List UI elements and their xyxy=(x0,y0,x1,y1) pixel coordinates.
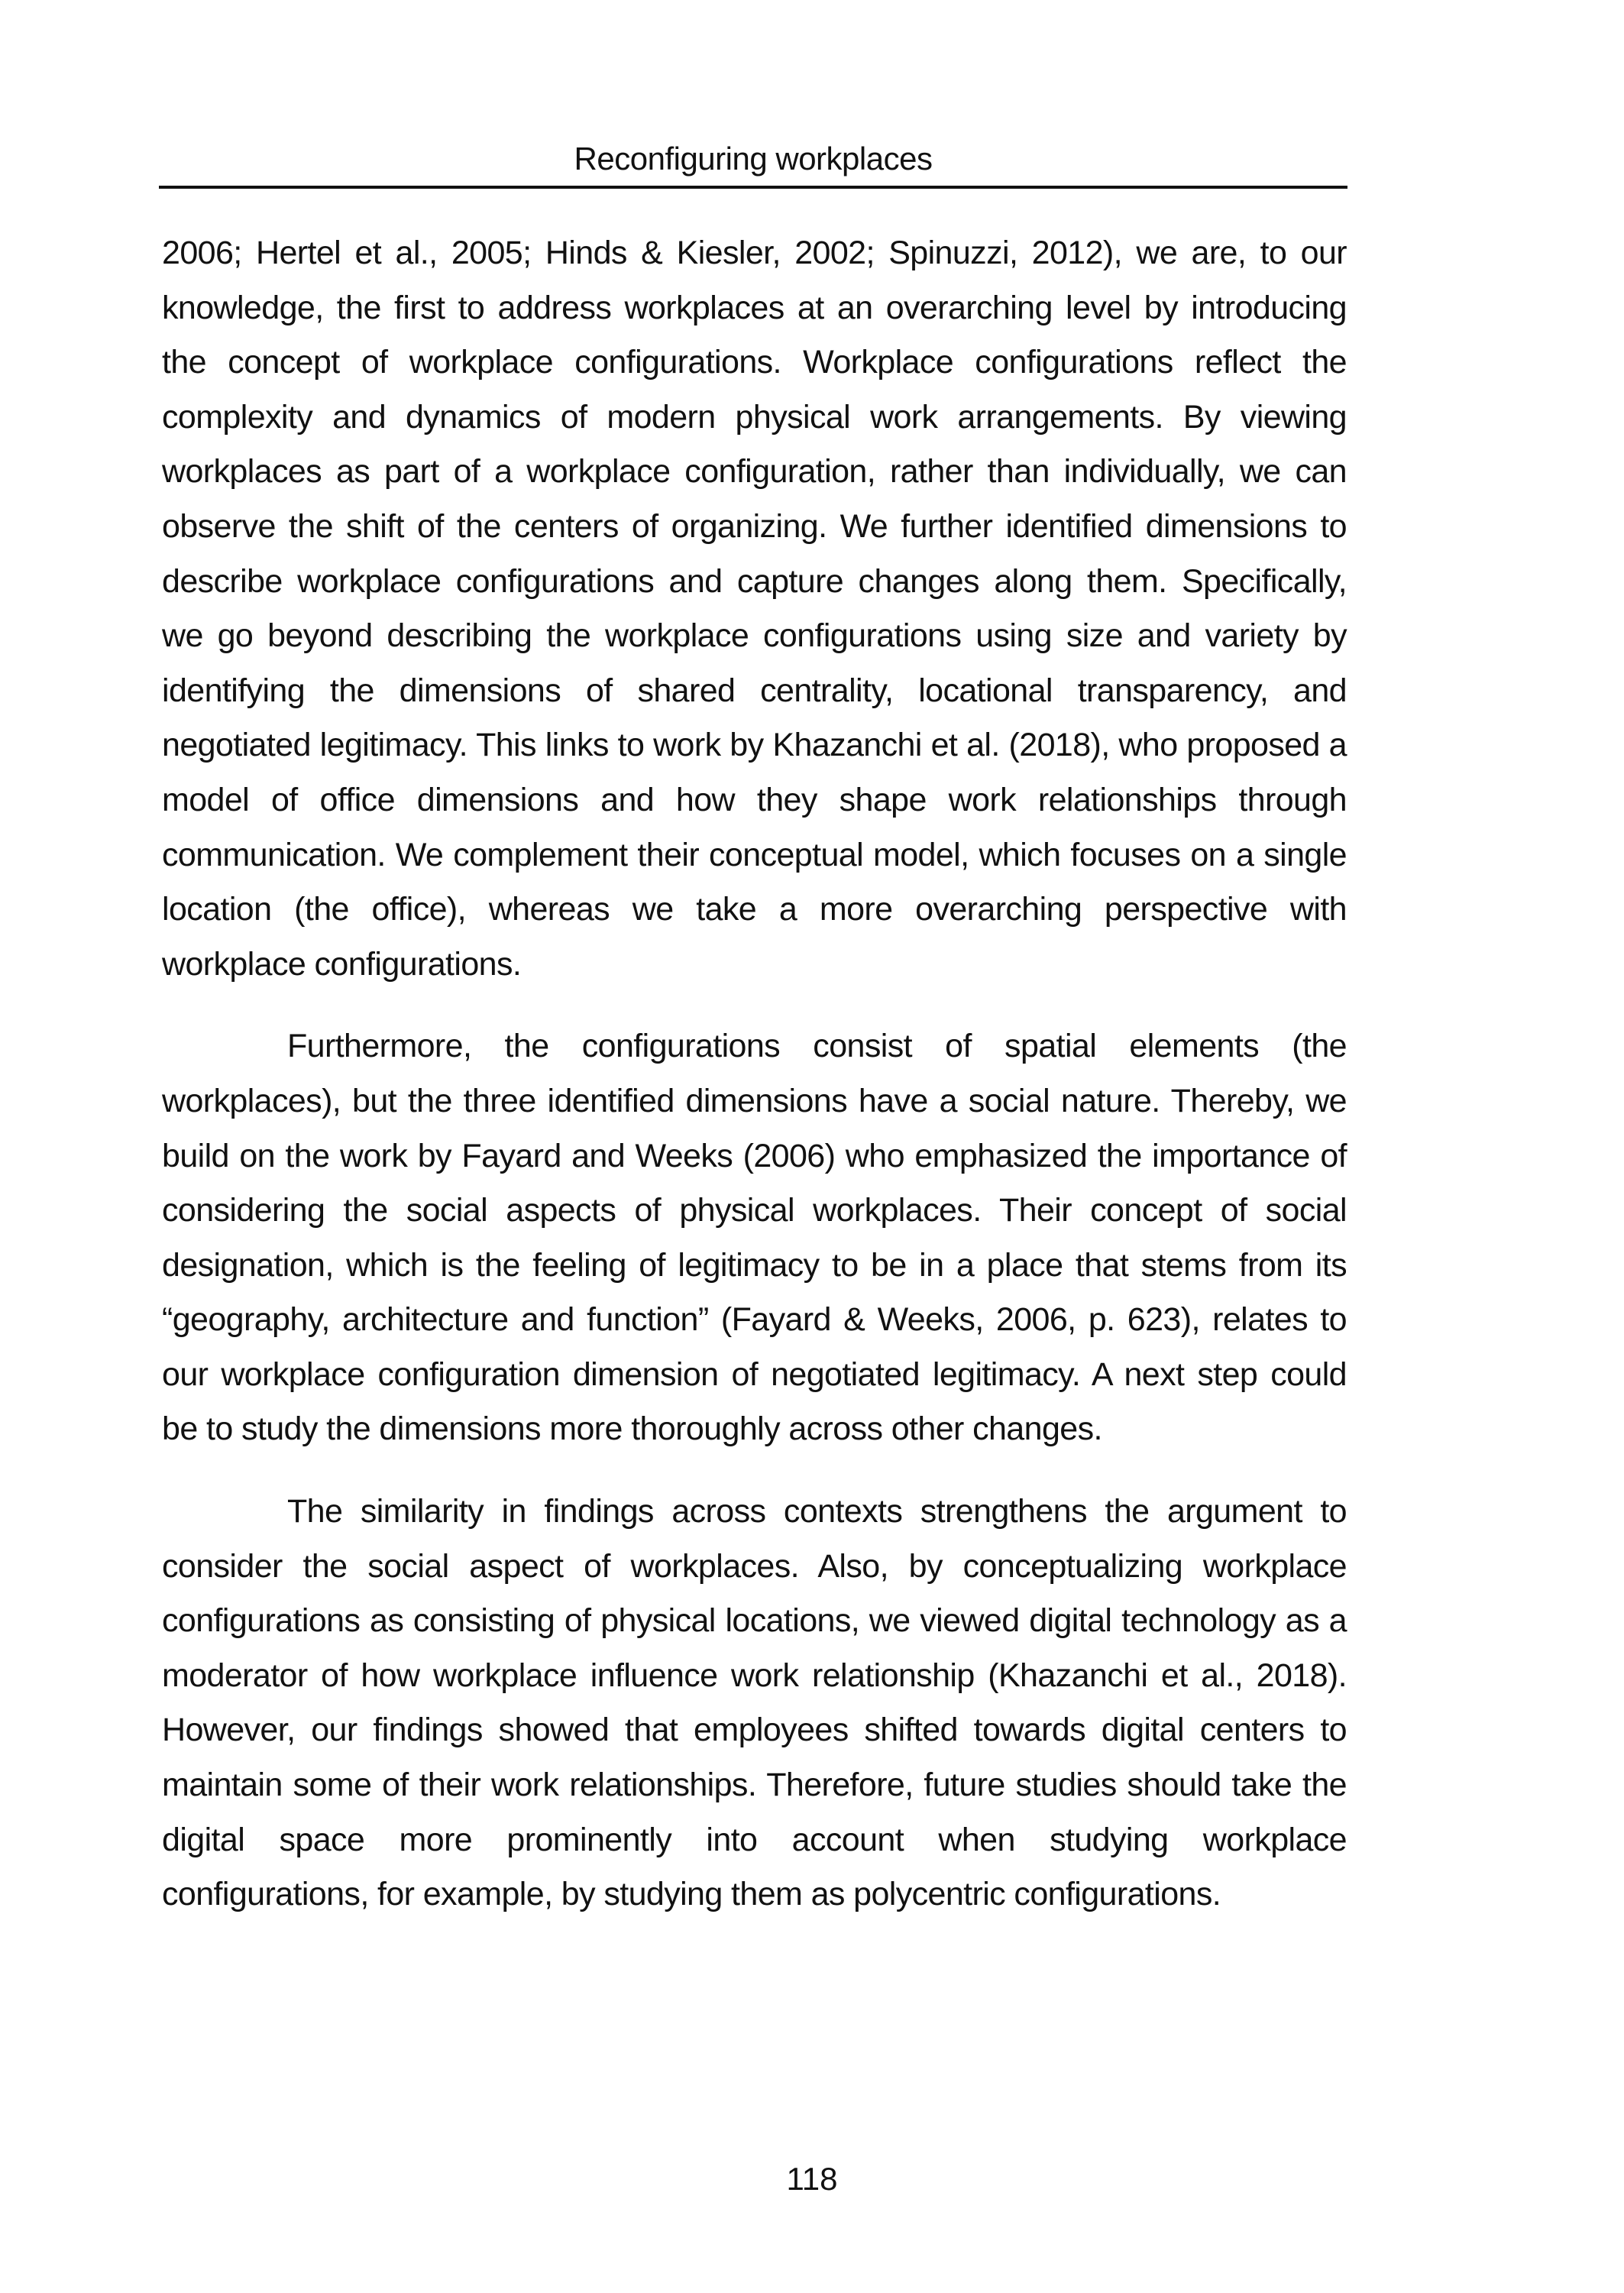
body-text xyxy=(162,226,1347,1950)
paragraph: The similarity in findings across contexts strengthens the argument to consider the social aspect of workplaces. Also, by conceptualizing workplace configurations as consisting of physical locations, we viewed digital technology as a moderator of how workplace influence work relationship (Khazanchi et al., 2018). However, our findings showed that employees shifted towards digital centers to maintain some of their work relationships. Therefore, future studies should take the digital space more prominently into account when studying workplace configurations, for example, by studying them as polycentric configurations. xyxy=(162,1493,1347,1913)
running-head-title: Reconfiguring workplaces xyxy=(574,141,933,177)
paragraph: 2006; Hertel et al., 2005; Hinds & Kiesler, 2002; Spinuzzi, 2012), we are, to our knowledge, the first to address workplaces at an overarching level by introducing the concept of workplace configurations. Workplace configurations reflect the complexity and dynamics of modern physical work arrangements. By viewing workplaces as part of a workplace configuration, rather than individually, we can observe the shift of the centers of organizing. We further identified dimensions to describe workplace configurations and capture changes along them. Specifically, we go beyond describing the workplace configurations using size and variety by identifying the dimensions of shared centrality, locational transparency, and negotiated legitimacy. This links to work by Khazanchi et al. (2018), who proposed a model of office dimensions and how they shape work relationships through communication. We complement their conceptual model, which focuses on a single location (the office), whereas we take a more overarching perspective with workplace configurations. xyxy=(162,235,1347,983)
paragraph: Furthermore, the configurations consist of spatial elements (the workplaces), but the three identified dimensions have a social nature. Thereby, we build on the work by Fayard and Weeks (2006) who emphasized the importance of considering the social aspects of physical workplaces. Their concept of social designation, which is the feeling of legitimacy to be in a place that stems from its “geography, architecture and function” (Fayard & Weeks, 2006, p. 623), relates to our workplace configuration dimension of negotiated legitimacy. A next step could be to study the dimensions more thoroughly across other changes. xyxy=(162,1028,1347,1448)
header-rule xyxy=(159,186,1347,189)
page-number: 118 xyxy=(786,2161,838,2197)
